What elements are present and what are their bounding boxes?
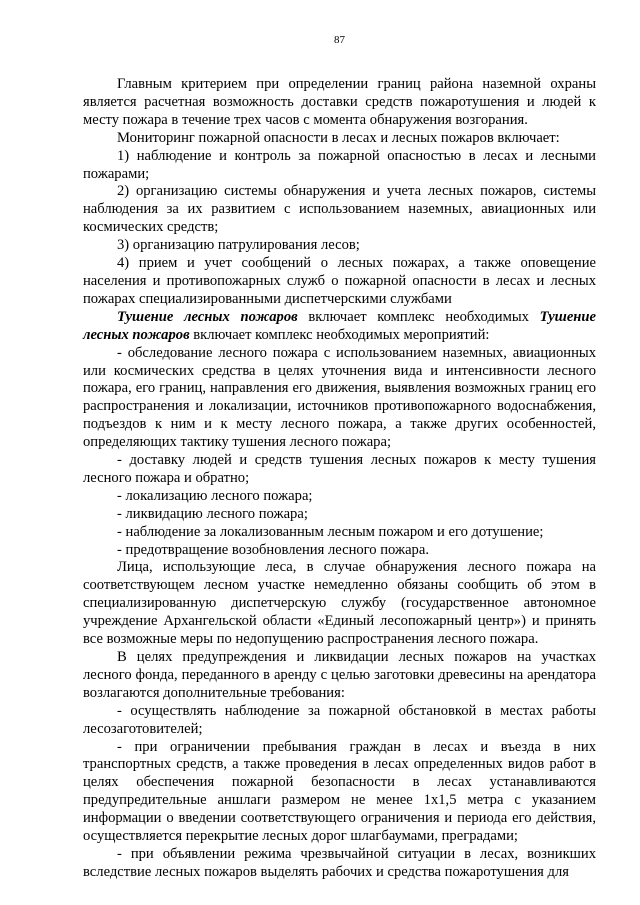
list-item: - наблюдение за локализованным лесным пожаром и его дотушение; bbox=[117, 523, 544, 540]
list-item: - ликвидацию лесного пожара; bbox=[117, 505, 308, 522]
text-run: включает комплекс необходимых мероприятий: bbox=[189, 326, 490, 343]
page-number: 87 bbox=[334, 34, 345, 46]
paragraph: Главным критерием при определении границ района наземной охраны является расчетная возможность доставки средств пожаротушения и людей к месту пожара в течение трех часов с момента обнаружения возгорания. bbox=[83, 76, 596, 128]
text-run: включает комплекс необходимых bbox=[297, 308, 540, 325]
list-item: - доставку людей и средств тушения лесных пожаров к месту тушения лесного пожара и обратно; bbox=[83, 452, 596, 486]
bold-term: Тушение лесных пожаров bbox=[117, 308, 298, 325]
paragraph-firefighting bbox=[83, 309, 596, 345]
document-body bbox=[83, 76, 596, 882]
list-item: - обследование лесного пожара с использованием наземных, авиационных или космических средства в целях уточнения вида и интенсивности лесного пожара, его границ, направления его движения, выявления возможных границ его распространения и локализации, источников противопожарного водоснабжения, подъездов к ним и к месту лесного пожара, а также других особенностей, определяющих тактику тушения лесного пожара; bbox=[83, 344, 596, 451]
list-item: - локализацию лесного пожара; bbox=[117, 487, 313, 504]
list-item: 3) организацию патрулирования лесов; bbox=[117, 237, 360, 254]
list-item: - при ограничении пребывания граждан в лесах и въезда в них транспортных средств, а также проведения в лесах определенных видов работ в целях обеспечения пожарной безопасности в лесах устанавливаются предупредительные аншлаги размером не менее 1х1,5 метра с указанием информации о введении соответствующего ограничения и периода его действия, осуществляется перекрытие лесных дорог шлагбаумами, преградами; bbox=[83, 738, 596, 845]
bold-term: Тушение лесных пожаров bbox=[83, 308, 596, 343]
paragraph: Мониторинг пожарной опасности в лесах и лесных пожаров включает: bbox=[117, 129, 560, 146]
list-item: 4) прием и учет сообщений о лесных пожарах, а также оповещение населения и противопожарных служб о пожарной опасности в лесах и лесных пожарах специализированными диспетчерскими службами bbox=[83, 255, 596, 307]
list-item: 2) организацию системы обнаружения и учета лесных пожаров, системы наблюдения за их развитием с использованием наземных, авиационных или космических средств; bbox=[83, 183, 596, 236]
list-item: - осуществлять наблюдение за пожарной обстановкой в местах работы лесозаготовителей; bbox=[83, 702, 596, 737]
list-item: - предотвращение возобновления лесного пожара. bbox=[117, 541, 429, 558]
paragraph: В целях предупреждения и ликвидации лесных пожаров на участках лесного фонда, переданного в аренду с целью заготовки древесины на арендатора возлагаются дополнительные требования: bbox=[83, 649, 596, 701]
paragraph: Лица, использующие леса, в случае обнаружения лесного пожара на соответствующем лесном участке немедленно обязаны сообщить об этом в специализированную диспетчерскую службу (государственное автономное учреждение Архангельской области «Единый лесопожарный центр») и принять все возможные меры по недопущению распространения лесного пожара. bbox=[83, 559, 596, 648]
list-item: 1) наблюдение и контроль за пожарной опасностью в лесах и лесными пожарами; bbox=[83, 147, 596, 182]
list-item: - при объявлении режима чрезвычайной ситуации в лесах, возникших вследствие лесных пожаров выделять рабочих и средства пожаротушения для bbox=[83, 845, 596, 880]
